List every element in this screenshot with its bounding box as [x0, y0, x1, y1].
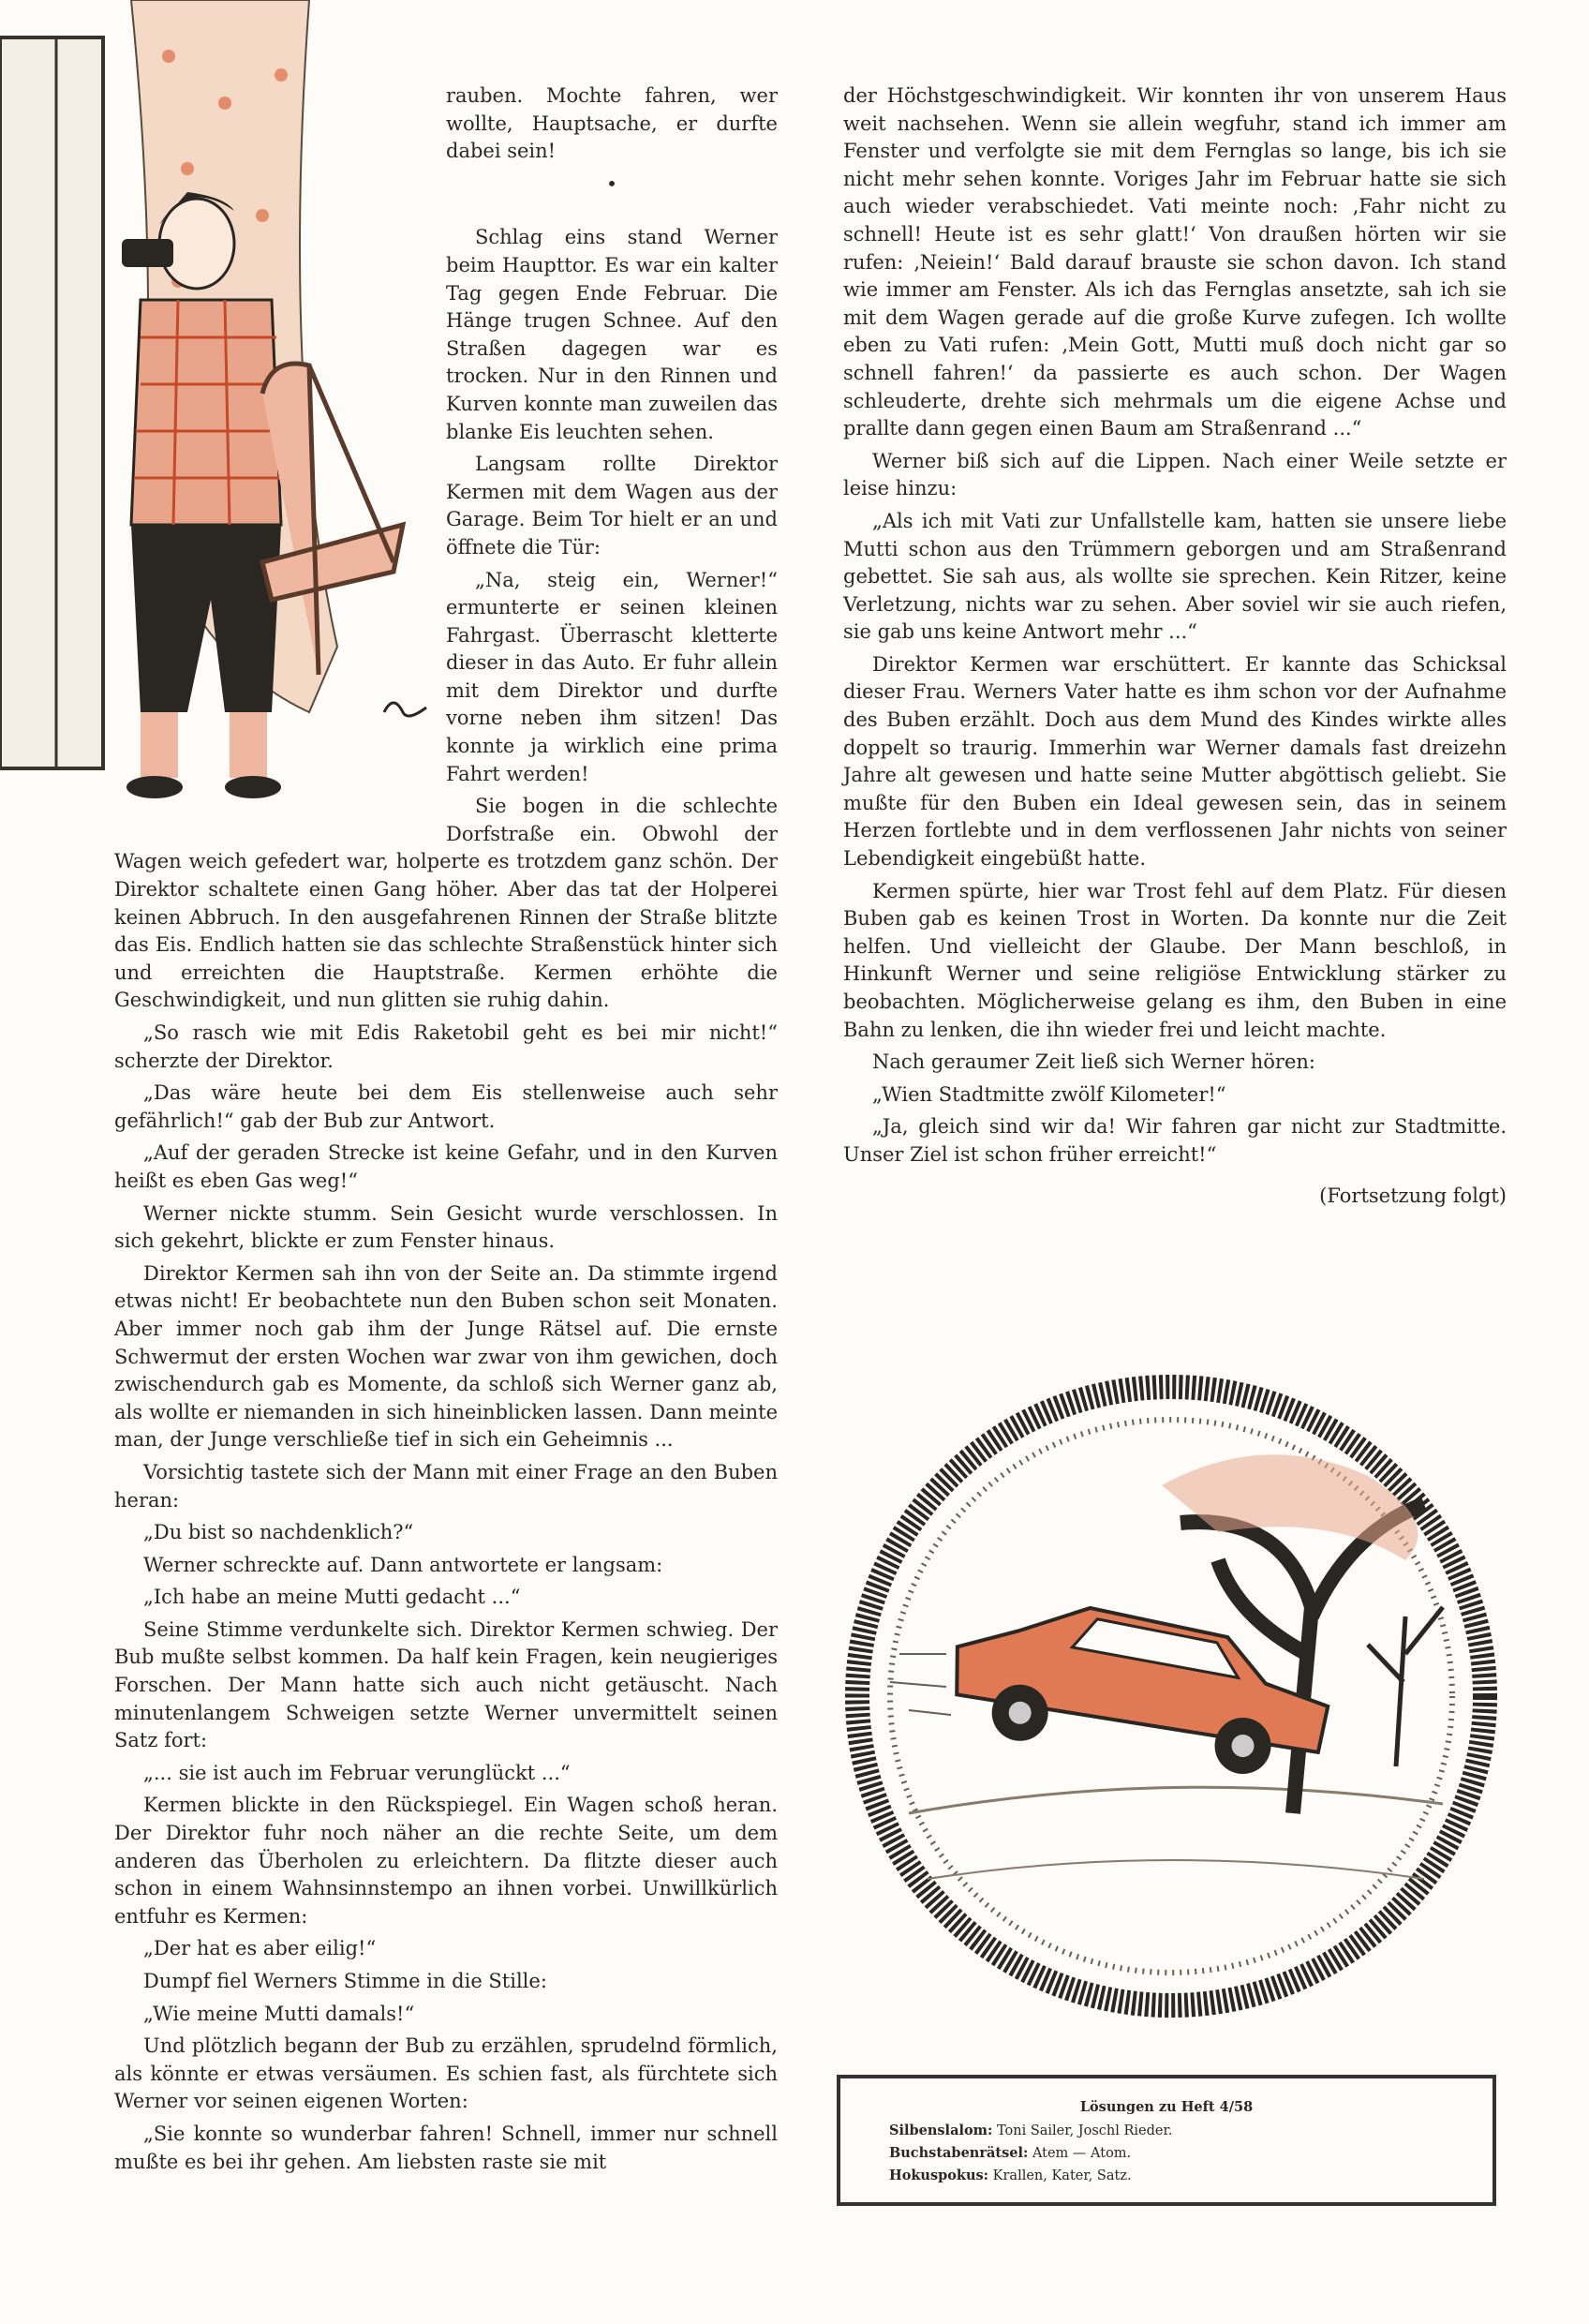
solutions-box: [837, 2075, 1496, 2206]
paragraph: Langsam rollte Direktor Kermen mit dem Wagen aus der Garage. Beim Tor hielt er an und öffnete die Tür:: [446, 453, 778, 559]
solution-value: Krallen, Kater, Satz.: [992, 2168, 1132, 2183]
paragraph: „Wie meine Mutti damals!“: [143, 2002, 415, 2025]
paragraph: Sie bogen in die schlechte Dorfstraße ein. Obwohl der Wagen weich gefedert war, holperte es trotzdem ganz schön. Der Direktor schaltete einen Gang höher. Aber das tat der Holperei keinen Abbruch. In den ausgefahrenen Rinnen der Straße blitzte das Eis. Endlich hatten sie das schlechte Straßenstück hinter sich und erreichten die Hauptstraße. Kermen erhöhte die Geschwindigkeit, und nun glitten sie ruhig dahin.: [114, 795, 778, 1012]
paragraph: Vorsichtig tastete sich der Mann mit einer Frage an den Buben heran:: [114, 1460, 778, 1512]
paragraph: der Höchstgeschwindigkeit. Wir konnten ihr von unserem Haus weit nachsehen. Wenn sie allein wegfuhr, stand ich immer am Fenster und verfolgte sie mit dem Fernglas so lange, bis ich sie nicht mehr sehen konnte. Voriges Jahr im Februar hatte sie sich auch wieder verabschiedet. Vati meinte noch: ‚Fahr nicht zu schnell! Heute ist es sehr glatt!‘ Von draußen hörten wir sie rufen: ‚Neiein!‘ Bald darauf brauste sie schon davon. Ich stand wie immer am Fenster. Als ich das Fernglas ansetzte, sah ich sie mit dem Wagen gerade auf die große Kurve zufegen. Ich wollte eben zu Vati rufen: ‚Mein Gott, Mutti muß doch nicht gar so schnell fahren!‘ da passierte es auch schon. Der Wagen schleuderte, drehte sich mehrmals um die eigene Achse und prallte dann gegen einen Baum am Straßenrand ...“: [843, 84, 1507, 440]
paragraph: „... sie ist auch im Februar verunglückt ...“: [143, 1761, 571, 1784]
solution-value: Toni Sailer, Joschl Rieder.: [996, 2123, 1173, 2138]
paragraph: Direktor Kermen war erschüttert. Er kannte das Schicksal dieser Frau. Werners Vater hatte es ihm schon vor der Aufnahme des Buben erzählt. Doch aus dem Mund des Kindes wirkte alles doppelt so traurig. Immerhin war Werner damals fast dreizehn Jahre alt gewesen und hatte seine Mutter abgöttisch geliebt. Sie mußte für den Buben ein Ideal gewesen sein, das in seinem Herzen fortlebte und in dem verflossenen Jahr nichts von seiner Lebendigkeit eingebüßt hatte.: [843, 652, 1507, 871]
paragraph: „Auf der geraden Strecke ist keine Gefahr, und in den Kurven heißt es eben Gas weg!“: [114, 1141, 778, 1192]
solution-row: [889, 2168, 1492, 2183]
paragraph: „Das wäre heute bei dem Eis stellenweise auch sehr gefährlich!“ gab der Bub zur Antwort.: [114, 1081, 778, 1132]
paragraph: „Der hat es aber eilig!“: [143, 1937, 377, 1960]
paragraph: Nach geraumer Zeit ließ sich Werner hören:: [872, 1050, 1315, 1074]
solution-label: Silbenslalom:: [889, 2123, 993, 2138]
solution-row: [889, 2145, 1492, 2161]
paragraph: Dumpf fiel Werners Stimme in die Stille:: [143, 1970, 547, 1992]
solution-value: Atem — Atom.: [1032, 2146, 1132, 2161]
paragraph: „Du bist so nachdenklich?“: [143, 1521, 414, 1544]
section-separator: •: [606, 171, 617, 195]
paragraph: rauben. Mochte fahren, wer wollte, Hauptsache, er durfte dabei sein!: [446, 84, 778, 163]
solutions-title: Lösungen zu Heft 4/58: [1079, 2099, 1254, 2115]
paragraph: „So rasch wie mit Edis Raketobil geht es bei mir nicht!“ scherzte der Direktor.: [114, 1021, 778, 1072]
paragraph: „Ja, gleich sind wir da! Wir fahren gar nicht zur Stadtmitte. Unser Ziel ist schon früher erreicht!“: [843, 1115, 1507, 1166]
paragraph: Schlag eins stand Werner beim Haupttor. Es war ein kalter Tag gegen Ende Februar. Die Hänge trugen Schnee. Auf den Straßen dagegen war es trocken. Nur in den Rinnen und Kurven konnte man zuweilen das blanke Eis leuchten sehen.: [446, 226, 778, 443]
illustration-space: [114, 82, 446, 843]
illustration-car-crash: [843, 1373, 1499, 2019]
paragraph: „Ich habe an meine Mutti gedacht ...“: [143, 1586, 521, 1609]
paragraph: Kermen blickte in den Rückspiegel. Ein Wagen schoß heran. Der Direktor fuhr noch näher an die rechte Seite, um dem anderen das Überholen zu erleichtern. Da flitzte dieser auch schon in einem Wahnsinnstempo an ihnen vorbei. Unwillkürlich entfuhr es Kermen:: [114, 1794, 778, 1928]
left-column: [114, 82, 778, 2181]
continued-note: (Fortsetzung folgt): [1319, 1184, 1507, 1207]
paragraph: Werner biß sich auf die Lippen. Nach einer Weile setzte er leise hinzu:: [843, 449, 1507, 500]
paragraph: Kermen spürte, hier war Trost fehl auf dem Platz. Für diesen Buben gab es keinen Trost in Worten. Da konnte nur die Zeit helfen. Und vielleicht der Glaube. Der Mann beschloß, in Hinkunft Werner und seine religiöse Entwicklung stärker zu beobachten. Möglicherweise gelang es ihm, den Buben in eine Bahn zu lenken, die ihn wieder frei und leicht machte.: [843, 879, 1507, 1041]
paragraph: „Als ich mit Vati zur Unfallstelle kam, hatten sie unsere liebe Mutti schon aus den Trümmern geborgen und am Straßenrand gebettet. Sie sah aus, als wollte sie sprechen. Kein Ritzer, keine Verletzung, nichts war zu sehen. Aber soviel wir sie auch riefen, sie gab uns keine Antwort mehr ...“: [843, 509, 1507, 644]
paragraph: „Sie konnte so wunderbar fahren! Schnell, immer nur schnell mußte es bei ihr gehen. Am liebsten raste sie mit: [114, 2122, 778, 2173]
paragraph: „Na, steig ein, Werner!“ ermunterte er seinen kleinen Fahrgast. Überrascht kletterte dieser in das Auto. Er fuhr allein mit dem Direktor und durfte vorne neben ihm sitzen! Das konnte ja wirklich eine prima Fahrt werden!: [446, 568, 778, 785]
solution-label: Hokuspokus:: [889, 2168, 989, 2183]
solution-label: Buchstabenrätsel:: [889, 2145, 1029, 2161]
paragraph: „Wien Stadtmitte zwölf Kilometer!“: [872, 1082, 1226, 1106]
paragraph: Direktor Kermen sah ihn von der Seite an. Da stimmte irgend etwas nicht! Er beobachtete nun den Buben schon seit Monaten. Aber immer noch gab ihm der Junge Rätsel auf. Die ernste Schwermut der ersten Wochen war zwar von ihm gewichen, doch zwischendurch gab es Momente, da schloß sich Werner ganz ab, als wollte er niemanden in sich hineinblicken lassen. Dann meinte man, der Junge verschließe tief in sich ein Geheimnis ...: [114, 1261, 778, 1452]
paragraph: Seine Stimme verdunkelte sich. Direktor Kermen schwieg. Der Bub mußte selbst kommen. Da half kein Fragen, kein neugieriges Forschen. Der Mann hatte sich auch nicht getäuscht. Nach minutenlangem Schweigen setzte Werner unvermittelt seinen Satz fort:: [114, 1617, 778, 1752]
right-column: [843, 82, 1507, 1210]
solution-row: [889, 2123, 1492, 2138]
paragraph: Werner schreckte auf. Dann antwortete er langsam:: [143, 1553, 663, 1576]
paragraph: Werner nickte stumm. Sein Gesicht wurde verschlossen. In sich gekehrt, blickte er zum Fenster hinaus.: [114, 1201, 778, 1253]
paragraph: Und plötzlich begann der Bub zu erzählen, sprudelnd förmlich, als könnte er etwas versäumen. Es schien fast, als fürchtete sich Werner vor seinen eigenen Worten:: [114, 2034, 778, 2113]
